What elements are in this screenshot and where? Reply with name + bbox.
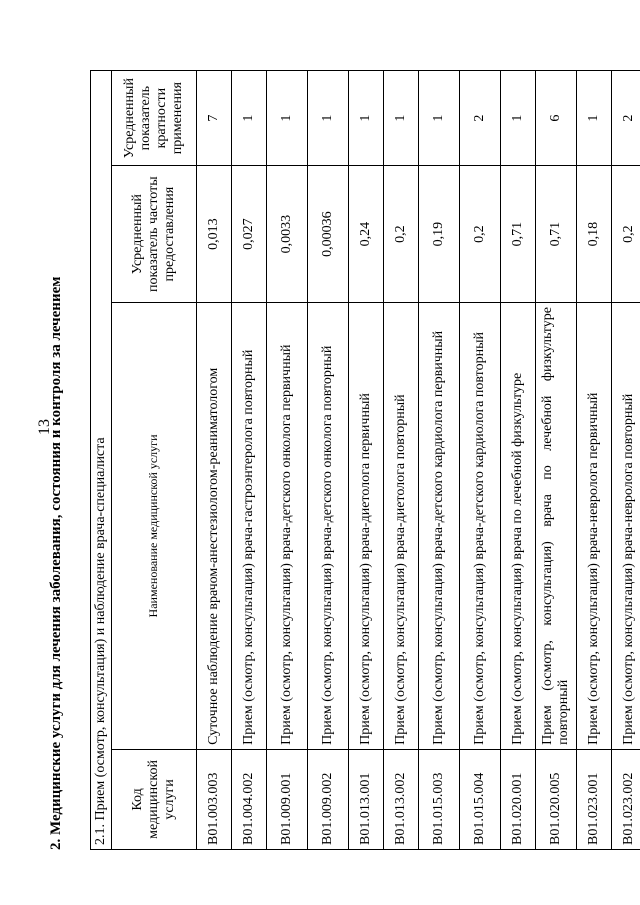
cell-multiplicity: 2 (460, 71, 501, 166)
cell-code: B01.023.002 (612, 749, 640, 849)
cell-code: B01.023.001 (577, 749, 612, 849)
cell-name: Прием (осмотр, консультация) врача по лечебной физкультуре (501, 303, 536, 750)
table-row (308, 71, 349, 850)
cell-multiplicity: 1 (232, 71, 267, 166)
cell-frequency: 0,0033 (267, 166, 308, 303)
services-table (90, 70, 640, 850)
cell-frequency: 0,027 (232, 166, 267, 303)
cell-name: Прием (осмотр, консультация) врача-диетолога первичный (349, 303, 384, 750)
table-row (577, 71, 612, 850)
cell-code: B01.020.001 (501, 749, 536, 849)
table-row (612, 71, 640, 850)
header-code: Код медицинской услуги (112, 749, 197, 849)
cell-frequency: 0,2 (460, 166, 501, 303)
cell-multiplicity: 1 (384, 71, 419, 166)
cell-frequency: 0,2 (384, 166, 419, 303)
cell-name: Прием (осмотр, консультация) врача-гастроэнтеролога повторный (232, 303, 267, 750)
cell-multiplicity: 1 (308, 71, 349, 166)
cell-name: Прием (осмотр, консультация) врача по лечебной физкультуре повторный (536, 303, 577, 750)
header-multiplicity: Усредненный показатель кратности применения (112, 71, 197, 166)
cell-name: Прием (осмотр, консультация) врача-диетолога повторный (384, 303, 419, 750)
cell-name: Прием (осмотр, консультация) врача-невролога первичный (577, 303, 612, 750)
cell-code: B01.013.002 (384, 749, 419, 849)
table-row (384, 71, 419, 850)
cell-code: B01.004.002 (232, 749, 267, 849)
cell-multiplicity: 1 (419, 71, 460, 166)
cell-code: B01.009.002 (308, 749, 349, 849)
cell-name: Прием (осмотр, консультация) врача-детского онколога первичный (267, 303, 308, 750)
section-title: 2. Медицинские услуги для лечения заболевания, состояния и контроля за лечением (48, 276, 64, 850)
table-row (267, 71, 308, 850)
cell-frequency: 0,24 (349, 166, 384, 303)
table-row (419, 71, 460, 850)
cell-multiplicity: 2 (612, 71, 640, 166)
cell-code: B01.013.001 (349, 749, 384, 849)
subsection-title: 2.1. Прием (осмотр, консультация) и наблюдение врача-специалиста (91, 71, 112, 850)
table-row (536, 71, 577, 850)
table-row (197, 71, 232, 850)
cell-name: Прием (осмотр, консультация) врача-детского кардиолога первичный (419, 303, 460, 750)
cell-multiplicity: 7 (197, 71, 232, 166)
cell-multiplicity: 1 (349, 71, 384, 166)
table-row (349, 71, 384, 850)
header-name: Наименование медицинской услуги (112, 303, 197, 750)
cell-frequency: 0,19 (419, 166, 460, 303)
page-number: 13 (36, 419, 53, 435)
cell-frequency: 0,71 (501, 166, 536, 303)
cell-code: B01.009.001 (267, 749, 308, 849)
cell-name: Прием (осмотр, консультация) врача-детского кардиолога повторный (460, 303, 501, 750)
cell-multiplicity: 1 (267, 71, 308, 166)
cell-code: B01.020.005 (536, 749, 577, 849)
cell-name: Прием (осмотр, консультация) врача-невролога повторный (612, 303, 640, 750)
cell-frequency: 0,013 (197, 166, 232, 303)
table-row (501, 71, 536, 850)
cell-code: B01.015.003 (419, 749, 460, 849)
cell-name: Прием (осмотр, консультация) врача-детского онколога повторный (308, 303, 349, 750)
cell-frequency: 0,71 (536, 166, 577, 303)
table-header-row (112, 71, 197, 850)
cell-frequency: 0,00036 (308, 166, 349, 303)
cell-multiplicity: 1 (577, 71, 612, 166)
header-frequency: Усредненный показатель частоты предоставления (112, 166, 197, 303)
cell-frequency: 0,18 (577, 166, 612, 303)
table-row (460, 71, 501, 850)
cell-code: B01.003.003 (197, 749, 232, 849)
document-sheet (48, 70, 637, 850)
cell-multiplicity: 1 (501, 71, 536, 166)
cell-multiplicity: 6 (536, 71, 577, 166)
cell-name: Суточное наблюдение врачом-анестезиологом-реаниматологом (197, 303, 232, 750)
cell-frequency: 0,2 (612, 166, 640, 303)
subsection-row (91, 71, 112, 850)
cell-code: B01.015.004 (460, 749, 501, 849)
table-row (232, 71, 267, 850)
